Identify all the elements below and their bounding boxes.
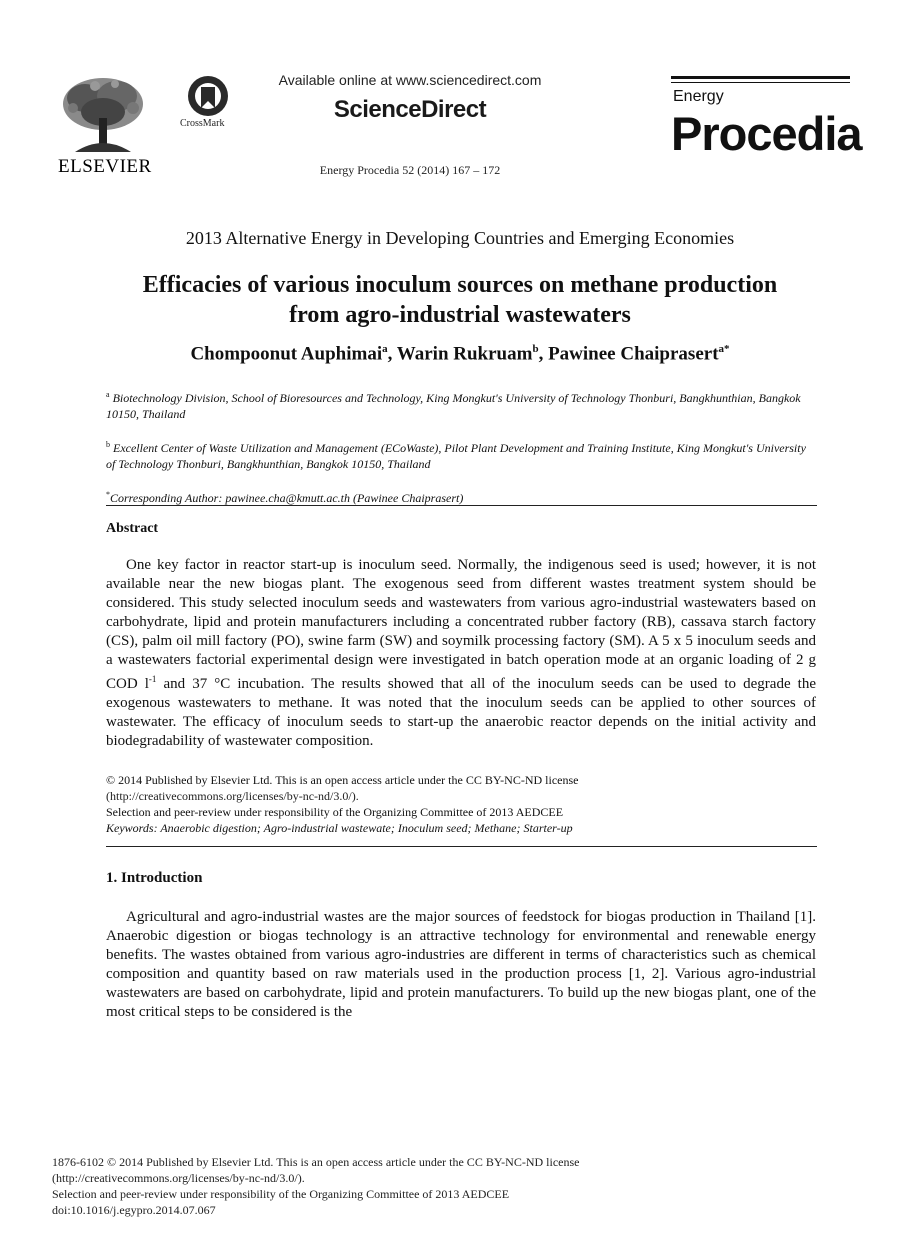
- footer-license-link[interactable]: (http://creativecommons.org/licenses/by-nc-nd/3.0/).: [52, 1171, 305, 1185]
- tree-icon: [55, 74, 151, 158]
- copyright-text: © 2014 Published by Elsevier Ltd. This is an open access article under the CC BY-NC-ND license: [106, 773, 579, 787]
- affiliation-b: [106, 437, 816, 472]
- article-title: [60, 270, 860, 330]
- divider: [106, 505, 817, 506]
- corresponding-mark: *: [106, 490, 110, 499]
- author-name: Pawinee Chaiprasert: [548, 343, 719, 365]
- affil-text: Biotechnology Division, School of Bioresources and Technology, King Mongkut's University of Technology Thonburi, Bangkhunthian, Bangkok 10150, Thailand: [106, 391, 801, 421]
- divider: [106, 846, 817, 847]
- license-link[interactable]: (http://creativecommons.org/licenses/by-nc-nd/3.0/).: [106, 789, 359, 803]
- sciencedirect-logo[interactable]: ScienceDirect: [333, 96, 487, 123]
- author-name: Chompoonut Auphimai: [190, 343, 383, 365]
- corresponding-text: Corresponding Author: pawinee.cha@kmutt.ac.th (Pawinee Chaiprasert): [110, 491, 464, 505]
- journal-logo-rule: [671, 82, 850, 83]
- author-affil-mark: a*: [718, 343, 730, 355]
- unit-exponent: -1: [148, 674, 157, 684]
- abstract-body: and 37 °C incubation. The results showed that all of the inoculum seeds can be used to degrade the exogenous wastewaters to methane. It was noted that the inoculum seeds can be applied to other sources of wastewater. The efficacy of inoculum seeds to start-up the anaerobic reactor depends on the initial activity and biodegradability of wastewater composition.: [106, 676, 817, 749]
- keywords: [106, 820, 816, 836]
- conference-name: 2013 Alternative Energy in Developing Countries and Emerging Economies: [185, 228, 735, 248]
- journal-logo-rule: [671, 76, 850, 79]
- keywords-list: : Anaerobic digestion; Agro-industrial wastewate; Inoculum seed; Methane; Starter-up: [153, 821, 573, 835]
- introduction-body: Agricultural and agro-industrial wastes are the major sources of feedstock for biogas production in Thailand [1]. Anaerobic digestion or biogas technology is an attractive technology for environmental and renewable energy benefits. The wastes obtained from various agro-industries are different in terms of characteristics such as chemical composition and quantity based on raw materials used in the production process [1, 2]. Various agro-industrial wastewaters are based on carbohydrate, lipid and protein manufacturers. To build up the new biogas plant, one of the most critical steps to be considered is the: [106, 909, 816, 1020]
- publisher-wordmark: ELSEVIER: [58, 156, 152, 177]
- abstract-body: One key factor in reactor start-up is inoculum seed. Normally, the indigenous seed is used; however, it is not available near the new biogas plant. The exogenous seed from different wastes treatment system should be considered. This study selected inoculum seeds and wastewaters from various agro-industrial wastewaters based on carbohydrate, lipid and protein manufacturers including a concentrated rubber factory (RB), cassava starch factory (CS), palm oil mill factory (PO), swine farm (SW) and soymilk processing factory (SM). A 5 x 5 inoculum seeds and a wastewaters factorial experimental design were investigated in batch operation mode at an organic loading of 2 g COD l: [106, 557, 816, 692]
- title-line: from agro-industrial wastewaters: [289, 302, 631, 328]
- peer-review-text: Selection and peer-review under responsibility of the Organizing Committee of 2013 AEDCEE: [106, 805, 564, 819]
- corresponding-author: [106, 487, 816, 506]
- journal-citation: Energy Procedia 52 (2014) 167 – 172: [319, 163, 501, 177]
- introduction-heading: 1. Introduction: [106, 870, 203, 886]
- author-affil-mark: a: [382, 343, 388, 355]
- affil-mark: a: [106, 390, 110, 399]
- introduction-text: [106, 908, 816, 1022]
- abstract-text: [106, 556, 816, 751]
- journal-logo-energy: Energy: [673, 88, 724, 105]
- footer-doi[interactable]: doi:10.1016/j.egypro.2014.07.067: [52, 1203, 216, 1217]
- affil-mark: b: [106, 440, 110, 449]
- footer: [52, 1154, 812, 1218]
- affil-text: Excellent Center of Waste Utilization and Management (ECoWaste), Pilot Plant Development and Training Institute, King Mongkut's University of Technology Thonburi, Bangkhunthian, Bangkok 10150, Thailand: [106, 441, 806, 471]
- author-list: Chompoonut Auphimai$^a$, Warin Rukruam$^b$, Pawinee Chaiprasert$^{a*}$: [190, 343, 730, 365]
- journal-logo-procedia: Procedia: [671, 107, 862, 160]
- keywords-label: Keywords: [106, 821, 154, 835]
- author-name: Warin Rukruam: [396, 343, 533, 365]
- copyright-notice: [106, 772, 816, 836]
- crossmark-icon: [178, 74, 242, 118]
- footer-peer-review: Selection and peer-review under responsibility of the Organizing Committee of 2013 AEDCEE: [52, 1187, 510, 1201]
- author-affil-mark: b: [532, 343, 539, 355]
- abstract-heading: Abstract: [106, 521, 159, 536]
- crossmark-label: CrossMark: [180, 118, 225, 129]
- available-online: Available online at www.sciencedirect.com: [278, 72, 542, 88]
- footer-issn: 1876-6102 © 2014 Published by Elsevier Ltd. This is an open access article under the CC BY-NC-ND license: [52, 1155, 580, 1169]
- title-line: Efficacies of various inoculum sources on methane production: [142, 272, 778, 298]
- affiliation-a: [106, 387, 816, 422]
